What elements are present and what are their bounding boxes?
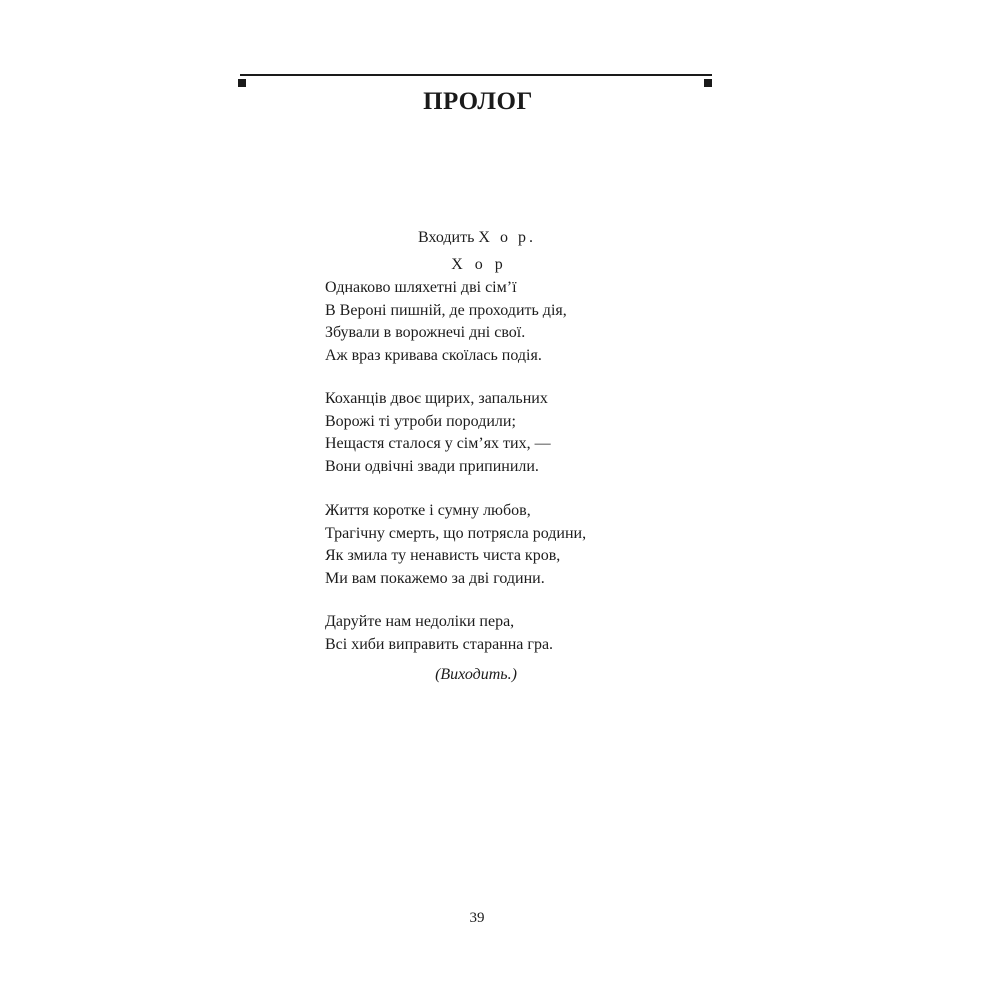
header-ornament-left [238, 79, 246, 87]
stage-direction-verb: Входить [418, 229, 475, 246]
page-number: 39 [469, 910, 485, 926]
verse-line: Життя коротке і сумну любов, [325, 502, 531, 519]
verse-line: Ворожі ті утроби породили; [325, 412, 516, 430]
speaker-name: Х о р [451, 256, 507, 273]
stage-direction-entry [0, 229, 954, 247]
stanza [325, 500, 586, 590]
verse-line: Трагічну смерть, що потрясла родини, [325, 524, 587, 542]
verse-line: В Вероні пишній, де проходить дія, [325, 301, 567, 319]
verse-line: Даруйте нам недоліки пера, [325, 613, 515, 630]
verse-line: Як змила ту ненависть чиста кров, [325, 547, 561, 564]
verse-line: Вони одвічні звади припинили. [325, 457, 539, 475]
stage-direction-character: Х о р. [478, 229, 536, 246]
verse-line: Аж враз кривава скоїлась подія. [325, 346, 542, 364]
header-ornament-right [704, 79, 712, 87]
verse-line: Коханців двоє щирих, запальних [325, 390, 548, 407]
stanza [325, 388, 551, 478]
stage-direction-exit: (Виходить.) [435, 666, 517, 683]
stanza [325, 277, 567, 367]
verse-line: Нещастя сталося у сім’ях тих, — [325, 435, 551, 452]
verse-line: Ми вам покажемо за дві години. [325, 569, 545, 587]
header-rule [240, 74, 712, 76]
verse-line: Збували в ворожнечі дні свої. [325, 324, 526, 341]
stanza [325, 611, 553, 656]
page-title: ПРОЛОГ [423, 88, 533, 115]
verse-line: Всі хиби виправить старанна гра. [325, 635, 554, 653]
verse-line: Однаково шляхетні дві сім’ї [325, 279, 517, 296]
